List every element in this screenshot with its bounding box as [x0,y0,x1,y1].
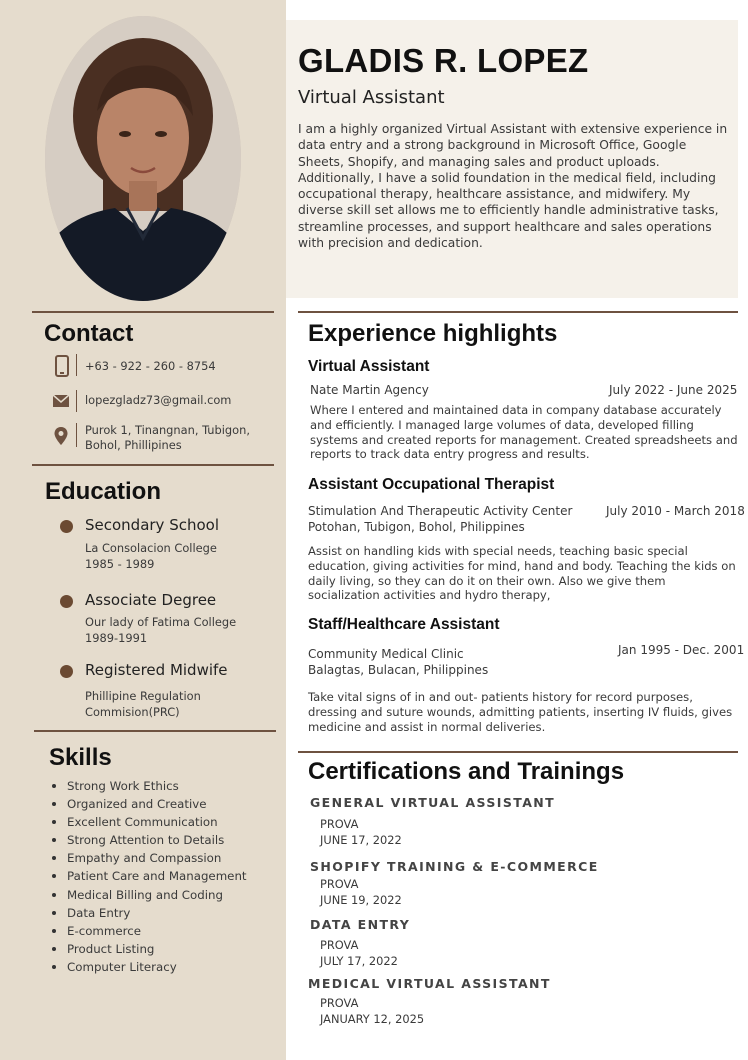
skill-item: Patient Care and Management [52,867,247,885]
education-detail [85,688,201,720]
certification-provider: PROVA [320,938,359,952]
education-degree: Secondary School [85,516,220,534]
job-title: Virtual Assistant [308,358,430,375]
education-detail [85,540,217,572]
job-description: Assist on handling kids with special needs, teaching basic special education, giving activities for mind, hand and body. Teaching the kids on daily living, so they can do it on their own. Also we give them socialization activities and hydro therapy, [308,544,736,603]
portrait-illustration [45,16,241,301]
job-description: Where I entered and maintained data in company database accurately and efficiently. I managed large volumes of data, developed filling systems and created reports for management. Created spreadsheets and reports to track data entry progress and results. [310,403,738,462]
profile-summary: I am a highly organized Virtual Assistant with extensive experience in data entry and a strong background in Microsoft Office, Google Sheets, Shopify, and managing sales and product uploads. Additionally, I have a solid foundation in the medical field, including occupational therapy, healthcare assistance, and midwifery. My diverse skill set allows me to efficiently handle administrative tasks, streamline processes, and support healthcare and sales operations with precision and dedication. [298,122,728,251]
separator [76,423,77,447]
separator [76,354,77,376]
bullet-dot [60,595,73,608]
certification-name: DATA ENTRY [310,917,411,932]
certification-provider: PROVA [320,877,359,891]
job-dates: July 2010 - March 2018 [606,504,745,518]
education-years: 1989-1991 [85,631,148,645]
education-school: Phillipine Regulation [85,689,201,703]
experience-title: Experience highlights [308,320,558,347]
divider [298,751,738,753]
contact-address [85,423,250,453]
certification-name: SHOPIFY TRAINING & E-COMMERCE [310,859,599,874]
skill-item: E-commerce [52,922,247,940]
certification-detail [320,816,402,848]
job-organization: Community Medical Clinic [308,647,464,661]
skill-item: Strong Work Ethics [52,777,247,795]
skills-list [52,777,247,976]
profile-photo [45,16,241,301]
skill-item: Organized and Creative [52,795,247,813]
certification-name: MEDICAL VIRTUAL ASSISTANT [308,976,551,991]
divider [298,311,738,313]
divider [32,311,274,313]
certification-date: JANUARY 12, 2025 [320,1012,425,1026]
job-location: Potohan, Tubigon, Bohol, Philippines [308,520,525,534]
education-degree: Registered Midwife [85,661,228,679]
bullet-dot [60,665,73,678]
certification-detail [320,876,402,908]
job-dates: July 2022 - June 2025 [609,383,738,397]
education-years: 1985 - 1989 [85,557,155,571]
skill-item: Excellent Communication [52,813,247,831]
divider [34,730,276,732]
skill-item: Medical Billing and Coding [52,886,247,904]
certification-detail [320,995,424,1027]
skill-item: Product Listing [52,940,247,958]
job-title: Staff/Healthcare Assistant [308,616,500,633]
skill-item: Empathy and Compassion [52,849,247,867]
address-line: Purok 1, Tinangnan, Tubigon, [85,423,250,437]
candidate-name: GLADIS R. LOPEZ [298,42,589,79]
contact-email[interactable]: lopezgladz73@gmail.com [85,393,232,407]
candidate-role: Virtual Assistant [298,87,445,108]
education-degree: Associate Degree [85,591,217,609]
contact-phone: +63 - 922 - 260 - 8754 [85,359,216,373]
skills-title: Skills [49,744,112,771]
divider [32,464,274,466]
location-pin-icon [53,426,71,446]
certification-detail [320,937,398,969]
education-school: Our lady of Fatima College [85,615,237,629]
address-line: Bohol, Phillipines [85,438,182,452]
skill-item: Computer Literacy [52,958,247,976]
education-detail [85,614,236,646]
job-organization: Stimulation And Therapeutic Activity Center [308,504,573,518]
certification-date: JULY 17, 2022 [320,954,398,968]
job-title: Assistant Occupational Therapist [308,476,555,493]
separator [76,390,77,412]
phone-icon [53,355,71,375]
certification-provider: PROVA [320,996,359,1010]
education-school: La Consolacion College [85,541,217,555]
education-title: Education [45,478,162,505]
certification-date: JUNE 17, 2022 [320,833,402,847]
certification-date: JUNE 19, 2022 [320,893,402,907]
mail-icon [52,393,70,413]
skill-item: Data Entry [52,904,247,922]
job-description: Take vital signs of in and out- patients history for record purposes, dressing and suture wounds, admitting patients, inserting IV fluids, gives medicine and assist in normal deliveries. [308,690,733,734]
certifications-title: Certifications and Trainings [308,758,625,785]
certification-provider: PROVA [320,817,359,831]
job-dates: Jan 1995 - Dec. 2001 [618,643,745,657]
education-years: Commision(PRC) [85,705,180,719]
bullet-dot [60,520,73,533]
skill-item: Strong Attention to Details [52,831,247,849]
job-location: Balagtas, Bulacan, Philippines [308,663,489,677]
certification-name: GENERAL VIRTUAL ASSISTANT [310,795,556,810]
contact-title: Contact [44,320,134,347]
job-organization: Nate Martin Agency [310,383,429,397]
